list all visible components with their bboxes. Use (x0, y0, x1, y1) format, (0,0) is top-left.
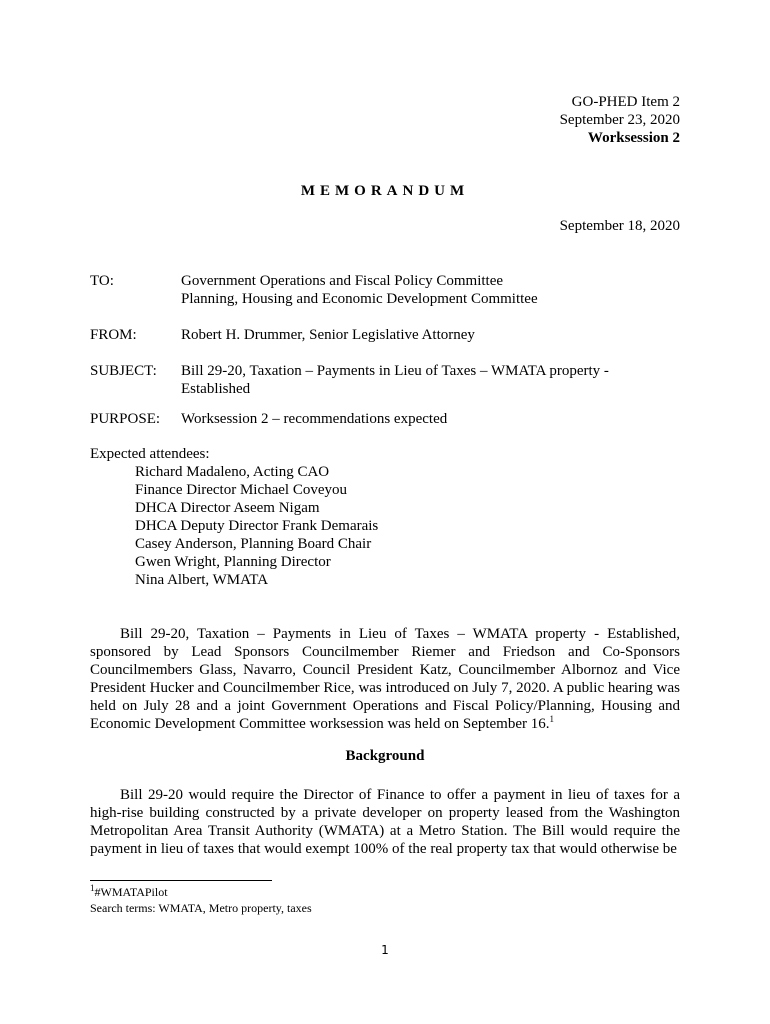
footnote-hashtag: #WMATAPilot (94, 885, 168, 899)
attendees-heading: Expected attendees: (90, 446, 210, 462)
intro-text: Bill 29-20, Taxation – Payments in Lieu of Taxes – WMATA property - Established, sponsored by Lead Sponsors Councilmember Riemer and Friedson and Co-Sponsors Councilmembers Glass, Navarro, Council President Katz, Councilmember Albornoz and Vice President Hucker and Councilmember Rice, was introduced on July 7, 2020. A public hearing was held on July 28 and a joint Government Operations and Fiscal Policy/Planning, Housing and Economic Development Committee worksession was held on September 16. (90, 626, 680, 732)
from-label: FROM: (90, 327, 137, 343)
to-value (181, 272, 681, 308)
attendee-item: DHCA Deputy Director Frank Demarais (135, 518, 379, 534)
attendee-item: Richard Madaleno, Acting CAO (135, 464, 330, 480)
subject-field (90, 362, 690, 398)
intro-paragraph (90, 625, 680, 733)
subject-label: SUBJECT: (90, 363, 157, 379)
attendee-item: Finance Director Michael Coveyou (135, 482, 348, 498)
to-line-2: Planning, Housing and Economic Development Committee (181, 291, 538, 307)
page-number: 1 (381, 943, 389, 957)
purpose-label: PURPOSE: (90, 411, 161, 427)
to-label: TO: (90, 273, 114, 289)
footnote-ref[interactable]: 1 (549, 714, 554, 724)
attendees-section (90, 445, 378, 589)
to-line-1: Government Operations and Fiscal Policy Committee (181, 273, 504, 289)
header-item: GO-PHED Item 2 (571, 94, 680, 110)
footnote-1 (90, 884, 312, 900)
attendees-list (90, 463, 378, 589)
attendee-item: Casey Anderson, Planning Board Chair (135, 536, 372, 552)
header-session: Worksession 2 (587, 130, 680, 146)
footnote-search-terms: Search terms: WMATA, Metro property, taxes (90, 901, 312, 915)
background-heading: Background (345, 748, 425, 764)
attendee-item: Gwen Wright, Planning Director (135, 554, 331, 570)
purpose-field (90, 410, 690, 428)
header-block (560, 93, 680, 147)
background-paragraph: Bill 29-20 would require the Director of Finance to offer a payment in lieu of taxes for a high-rise building constructed by a private developer on property leased from the Washington Metropolitan Area Transit Authority (WMATA) at a Metro Station. The Bill would require the payment in lieu of taxes that would exempt 100% of the real property tax that would otherwise be (90, 787, 680, 857)
subject-value: Bill 29-20, Taxation – Payments in Lieu of Taxes – WMATA property - Established (181, 363, 609, 397)
to-field (90, 272, 690, 308)
footnote-number: 1 (90, 883, 95, 893)
from-field (90, 326, 690, 344)
footnotes (90, 884, 312, 916)
attendee-item: DHCA Director Aseem Nigam (135, 500, 320, 516)
footnote-divider (90, 880, 272, 881)
memo-title: MEMORANDUM (300, 183, 470, 199)
purpose-value: Worksession 2 – recommendations expected (181, 411, 448, 427)
header-date: September 23, 2020 (559, 112, 680, 128)
from-value: Robert H. Drummer, Senior Legislative Attorney (181, 327, 475, 343)
attendee-item: Nina Albert, WMATA (135, 572, 269, 588)
memo-date: September 18, 2020 (559, 218, 680, 234)
